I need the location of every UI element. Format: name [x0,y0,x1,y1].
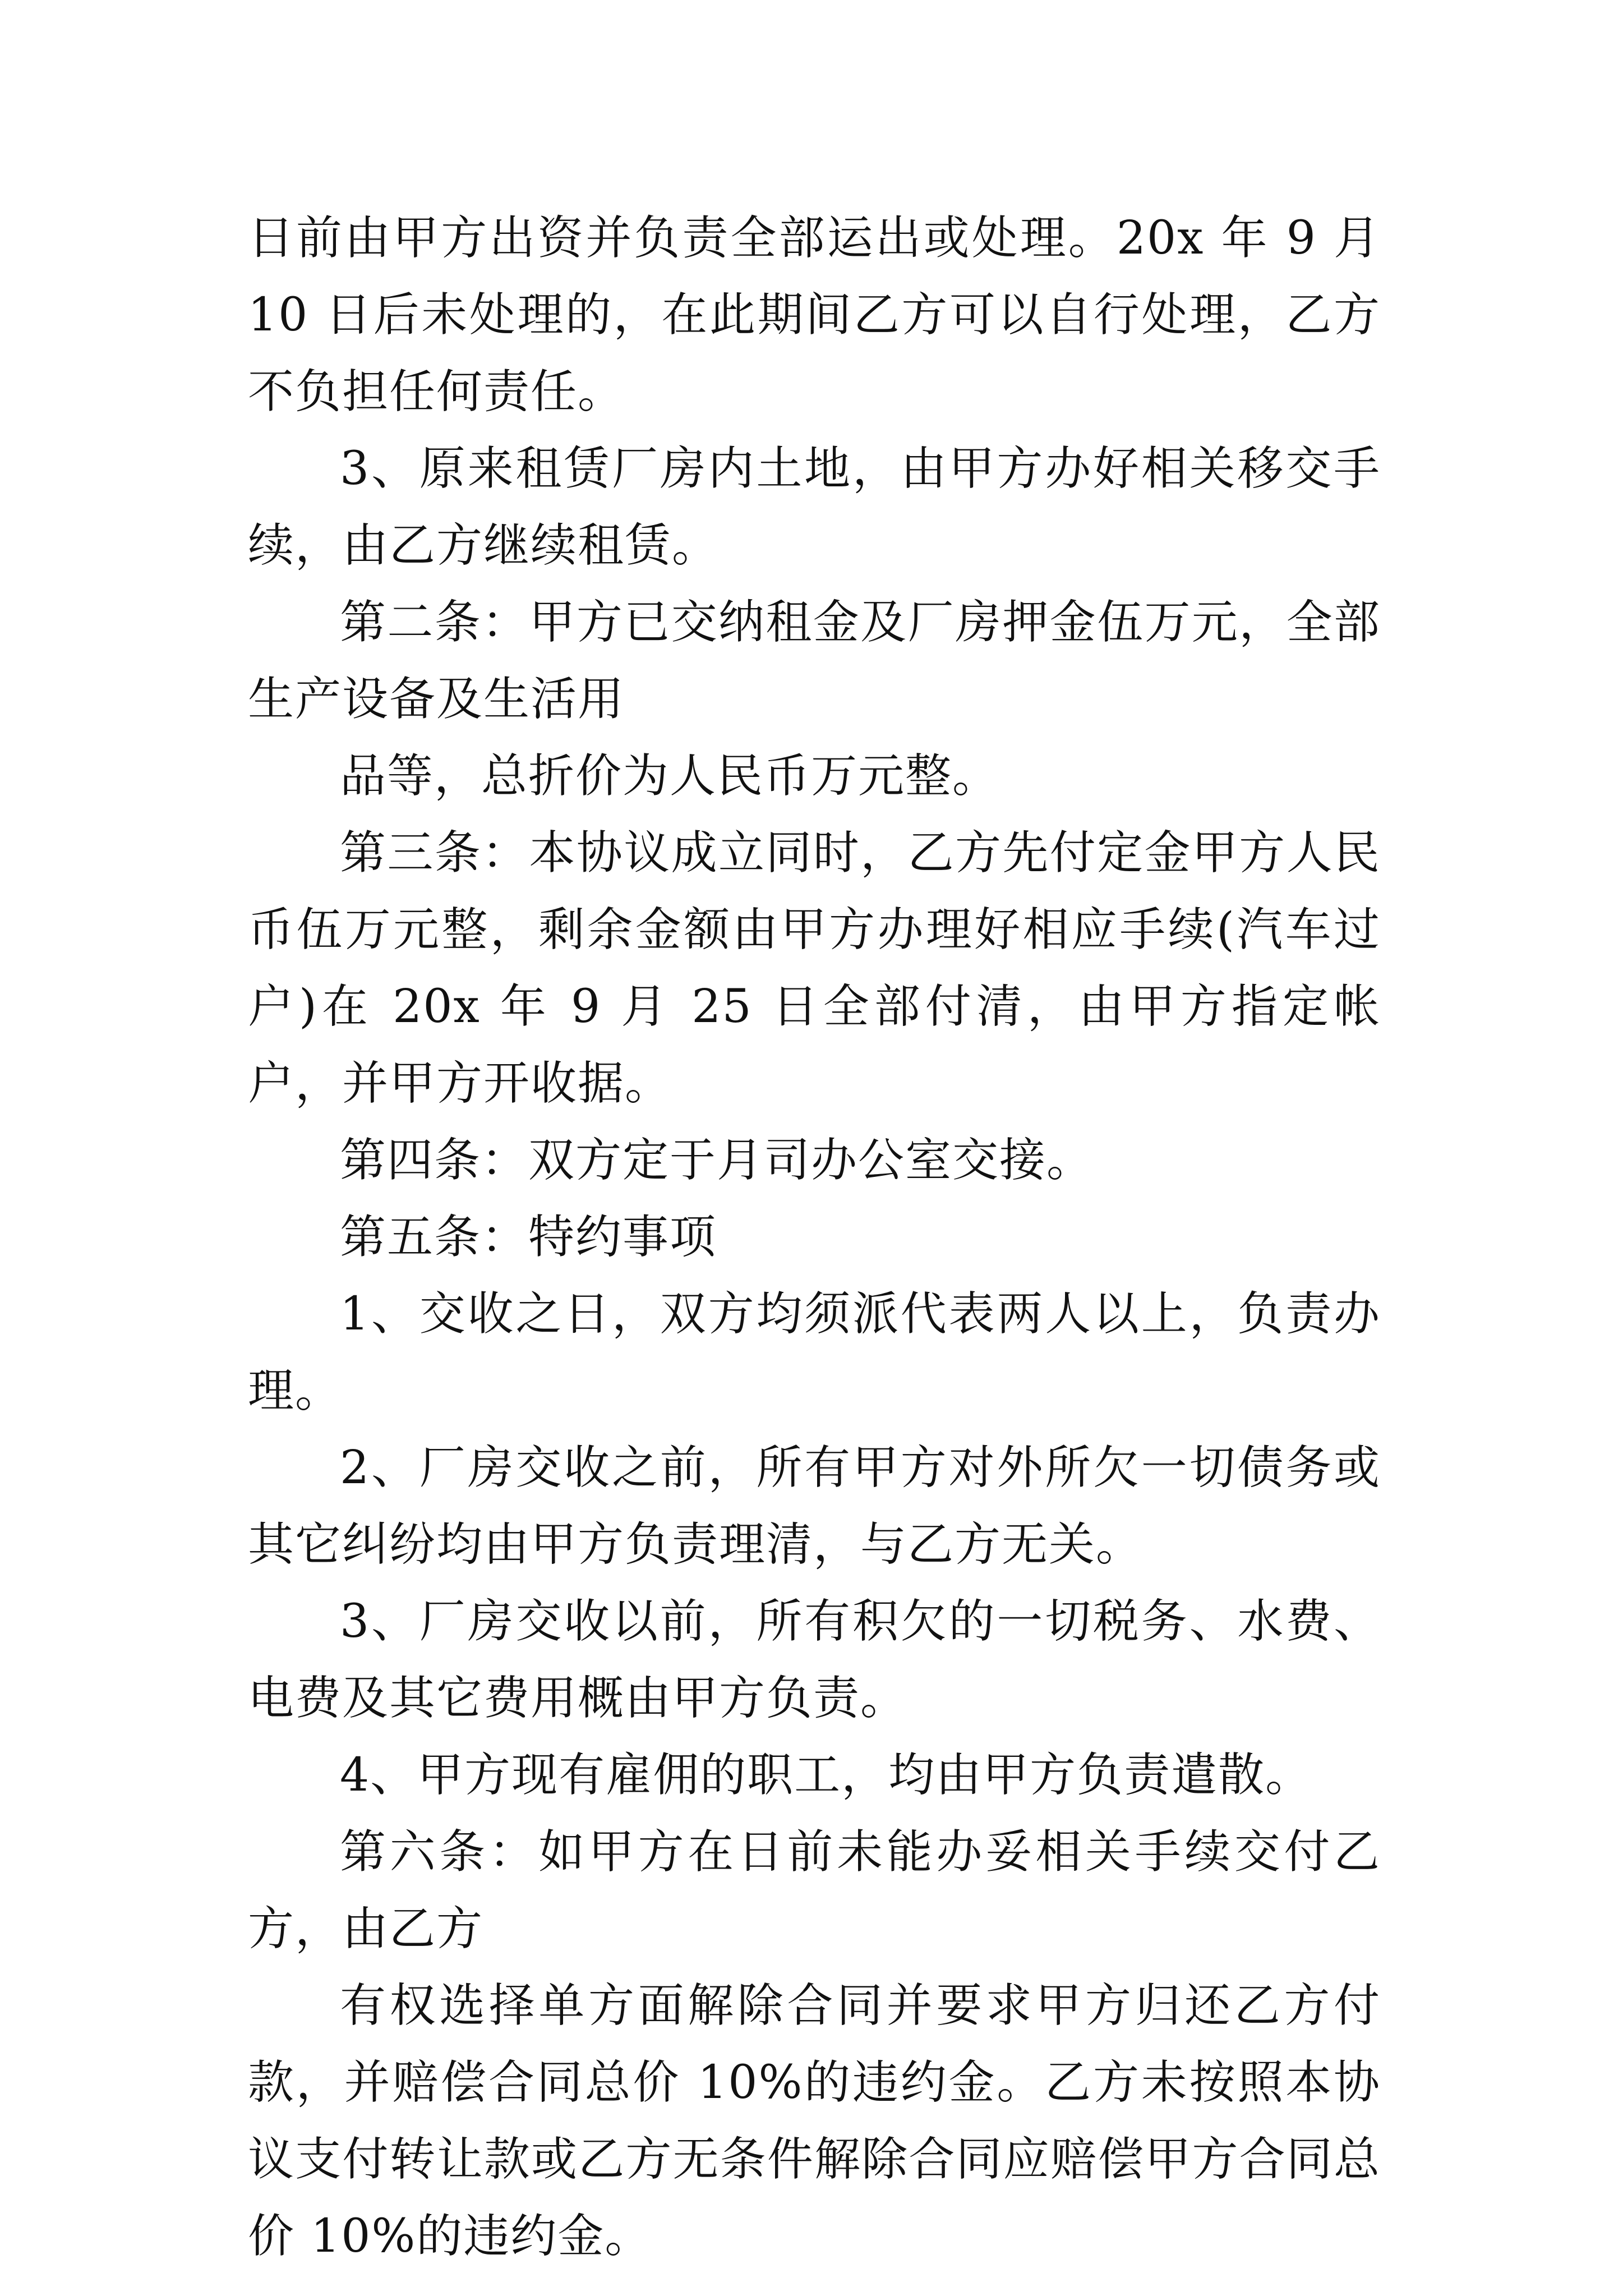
paragraph-7: 第五条：特约事项 [340,1211,717,1264]
paragraph-1: 日前由甲方出资并负责全部运出或处理。20x 年 9 月 10 日后未处理的，在此期间乙方可以自行处理，乙方不负担任何责任。 [248,211,1381,418]
paragraph-13: 有权选择单方面解除合同并要求甲方归还乙方付款，并赔偿合同总价 10%的违约金。乙方未按照本协议支付转让款或乙方无条件解除合同应赔偿甲方合同总价 10%的违约金。 [248,1979,1381,2263]
paragraph-2: 3、原来租赁厂房内土地，由甲方办好相关移交手续，由乙方继续租赁。 [248,442,1381,572]
paragraph-6: 第四条：双方定于月司办公室交接。 [340,1134,1094,1187]
paragraph-4: 品等，总折价为人民币万元整。 [340,749,1000,803]
paragraph-12: 第六条：如甲方在日前未能办妥相关手续交付乙方，由乙方 [248,1825,1381,1955]
paragraph-3: 第二条：甲方已交纳租金及厂房押金伍万元，全部生产设备及生活用 [248,596,1381,726]
paragraph-10: 3、厂房交收以前，所有积欠的一切税务、水费、电费及其它费用概由甲方负责。 [248,1595,1381,1725]
paragraph-9: 2、厂房交收之前，所有甲方对外所欠一切债务或其它纠纷均由甲方负责理清，与乙方无关。 [248,1441,1381,1571]
paragraph-8: 1、交收之日，双方均须派代表两人以上，负责办理。 [248,1287,1381,1418]
document-body [248,200,1381,2275]
paragraph-5: 第三条：本协议成立同时，乙方先付定金甲方人民币伍万元整，剩余金额由甲方办理好相应手续(汽车过户)在 20x 年 9 月 25 日全部付清，由甲方指定帐户，并甲方开收据。 [248,826,1381,1110]
paragraph-11: 4、甲方现有雇佣的职工，均由甲方负责遣散。 [340,1749,1313,1802]
